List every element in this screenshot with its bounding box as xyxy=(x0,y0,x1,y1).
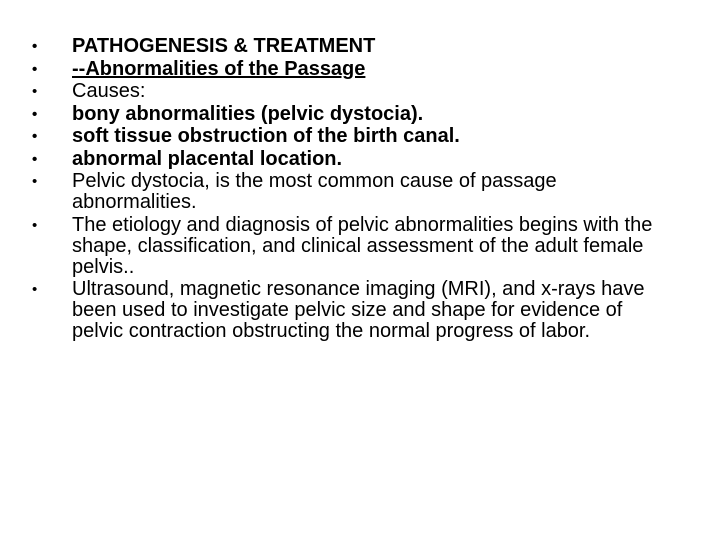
bullet-text: Causes: xyxy=(72,80,146,102)
bullet-icon: • xyxy=(32,60,38,78)
bullet-icon: • xyxy=(32,128,38,145)
bullet-icon: • xyxy=(32,150,38,168)
bullet-text: soft tissue obstruction of the birth canal. xyxy=(72,125,460,147)
bullet-item-imaging xyxy=(32,279,672,342)
bullet-text: The etiology and diagnosis of pelvic abnormalities begins with the shape, classification, and clinical assessment of the adult female pelvis.. xyxy=(72,213,653,278)
bullet-icon: • xyxy=(32,216,38,234)
bullet-item-subheading xyxy=(32,59,672,80)
bullet-icon: • xyxy=(32,281,38,298)
bullet-text: PATHOGENESIS & TREATMENT xyxy=(72,35,376,57)
bullet-icon: • xyxy=(32,83,38,100)
bullet-item-pelvic-dystocia xyxy=(32,171,672,213)
bullet-text: Ultrasound, magnetic resonance imaging (MRI), and x-rays have been used to investigate pelvic size and shape for evidence of pelvic contraction obstructing the normal progress of labor. xyxy=(72,278,645,342)
bullet-icon: • xyxy=(32,38,38,55)
bullet-item-cause-placental xyxy=(32,149,672,170)
bullet-icon: • xyxy=(32,105,38,123)
bullet-text: Pelvic dystocia, is the most common cause of passage abnormalities. xyxy=(72,170,557,213)
bullet-text: --Abnormalities of the Passage xyxy=(72,57,366,80)
bullet-text: bony abnormalities (pelvic dystocia). xyxy=(72,102,424,125)
bullet-item-cause-bony xyxy=(32,104,672,125)
bullet-item-causes xyxy=(32,81,672,102)
bullet-text: abnormal placental location. xyxy=(72,147,343,170)
bullet-item-etiology xyxy=(32,215,672,278)
bullet-item-cause-soft-tissue xyxy=(32,126,672,147)
bullet-list xyxy=(32,36,672,344)
bullet-item-heading xyxy=(32,36,672,57)
bullet-icon: • xyxy=(32,173,38,190)
